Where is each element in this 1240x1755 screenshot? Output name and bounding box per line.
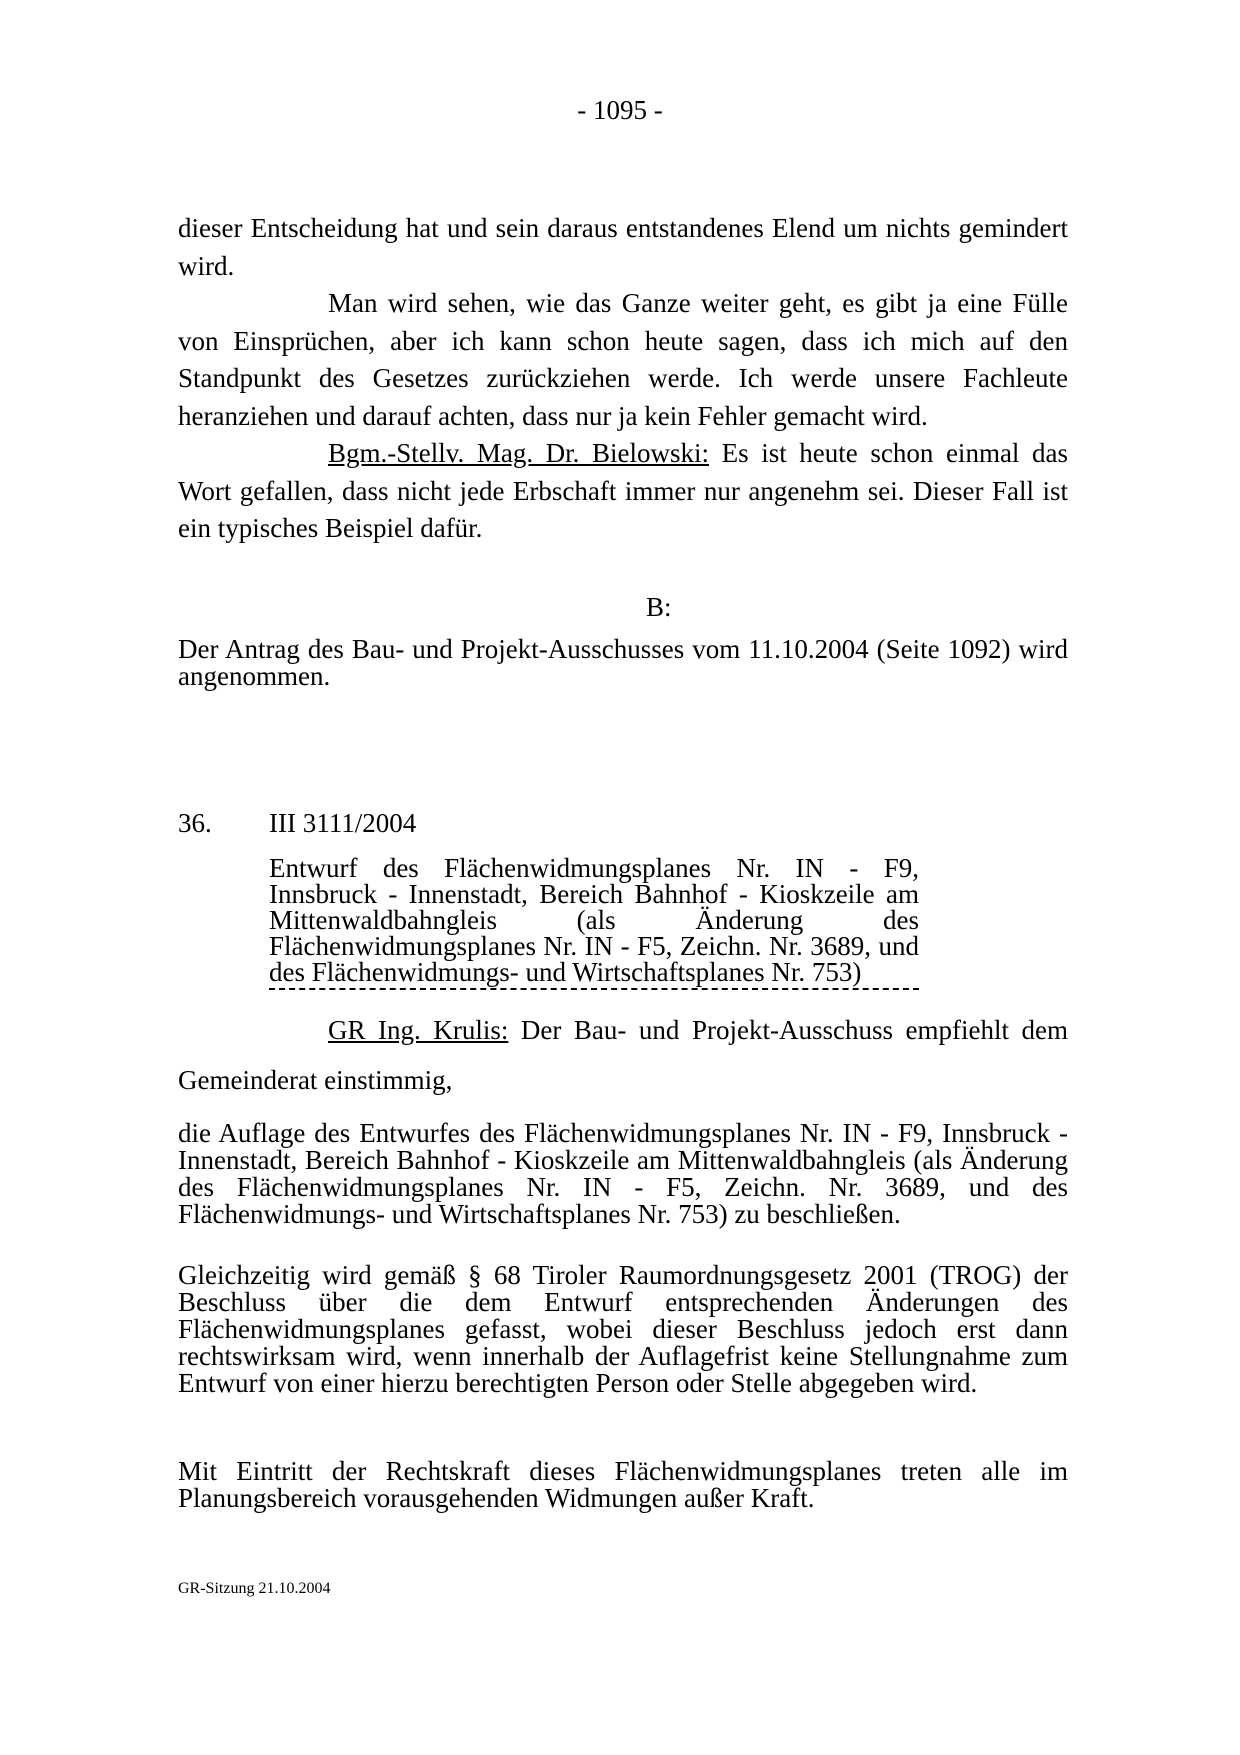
legal-effect-section xyxy=(178,1458,1068,1512)
motion-section xyxy=(178,1120,1068,1228)
intro-section xyxy=(178,210,1068,548)
footer-session: GR-Sitzung 21.10.2004 xyxy=(178,1580,331,1597)
recommendation-section xyxy=(178,1005,1068,1105)
recommendation-speaker: GR Ing. Krulis: xyxy=(328,1015,509,1045)
recommendation-paragraph xyxy=(178,1005,1068,1105)
concurrent-decision-section xyxy=(178,1262,1068,1397)
concurrent-decision-paragraph: Gleichzeitig wird gemäß § 68 Tiroler Raumordnungsgesetz 2001 (TROG) der Beschluss über die dem Entwurf entsprechenden Änderungen des Flächenwidmungsplanes gefasst, wobei dieser Beschluss jedoch erst dann rechtswirksam wird, wenn innerhalb der Auflagefrist keine Stellungnahme zum Entwurf von einer hierzu berechtigten Person oder Stelle abgegeben wird. xyxy=(178,1260,1068,1398)
resolution-label: B: xyxy=(646,592,672,622)
speaker-paragraph xyxy=(178,435,1068,548)
continuation-paragraph: dieser Entscheidung hat und sein daraus entstandenes Elend um nichts gemindert wird. xyxy=(178,213,1068,281)
agenda-item-reference: III 3111/2004 xyxy=(269,808,417,838)
page-number: - 1095 - xyxy=(577,95,663,125)
resolution-text: Der Antrag des Bau- und Projekt-Ausschusses vom 11.10.2004 (Seite 1092) wird angenommen. xyxy=(178,634,1068,691)
motion-paragraph: die Auflage des Entwurfes des Flächenwidmungsplanes Nr. IN - F9, Innsbruck - Innenstadt, Bereich Bahnhof - Kioskzeile am Mittenwaldbahngleis (als Änderung des Flächenwidmungsplanes Nr. IN - F5, Zeichn. Nr. 3689, und des Flächenwidmungs- und Wirtschaftsplanes Nr. 753) zu beschließen. xyxy=(178,1118,1068,1229)
resolution-section xyxy=(178,636,1068,690)
statement-paragraph: Man wird sehen, wie das Ganze weiter geht, es gibt ja eine Fülle von Einsprüchen, aber ich kann schon heute sagen, dass ich mich auf den Standpunkt des Gesetzes zurückziehen werde. Ich werde unsere Fachleute heranziehen und darauf achten, dass nur ja kein Fehler gemacht wird. xyxy=(178,288,1068,431)
legal-effect-paragraph: Mit Eintritt der Rechtskraft dieses Flächenwidmungsplanes treten alle im Planungsbereich vorausgehenden Widmungen außer Kraft. xyxy=(178,1456,1068,1513)
speaker-name: Bgm.-Stellv. Mag. Dr. Bielowski: xyxy=(328,438,710,468)
dashed-separator xyxy=(269,988,919,990)
agenda-item-title: Entwurf des Flächenwidmungsplanes Nr. IN - F9, Innsbruck - Innenstadt, Bereich Bahnhof - Kioskzeile am Mittenwaldbahngleis (als Änderung des Flächenwidmungsplanes Nr. IN - F5, Zeichn. Nr. 3689, und des Flächenwidmungs- und Wirtschaftsplanes Nr. 753) xyxy=(269,853,919,987)
speaker-statement: Es ist heute schon einmal das Wort gefallen, dass nicht jede Erbschaft immer nur angenehm sei. Dieser Fall ist ein typisches Beispiel dafür. xyxy=(178,438,1069,543)
recommendation-statement: Der Bau- und Projekt-Ausschuss empfiehlt dem Gemeinderat einstimmig, xyxy=(178,1015,1069,1095)
agenda-item-number: 36. xyxy=(178,808,212,838)
